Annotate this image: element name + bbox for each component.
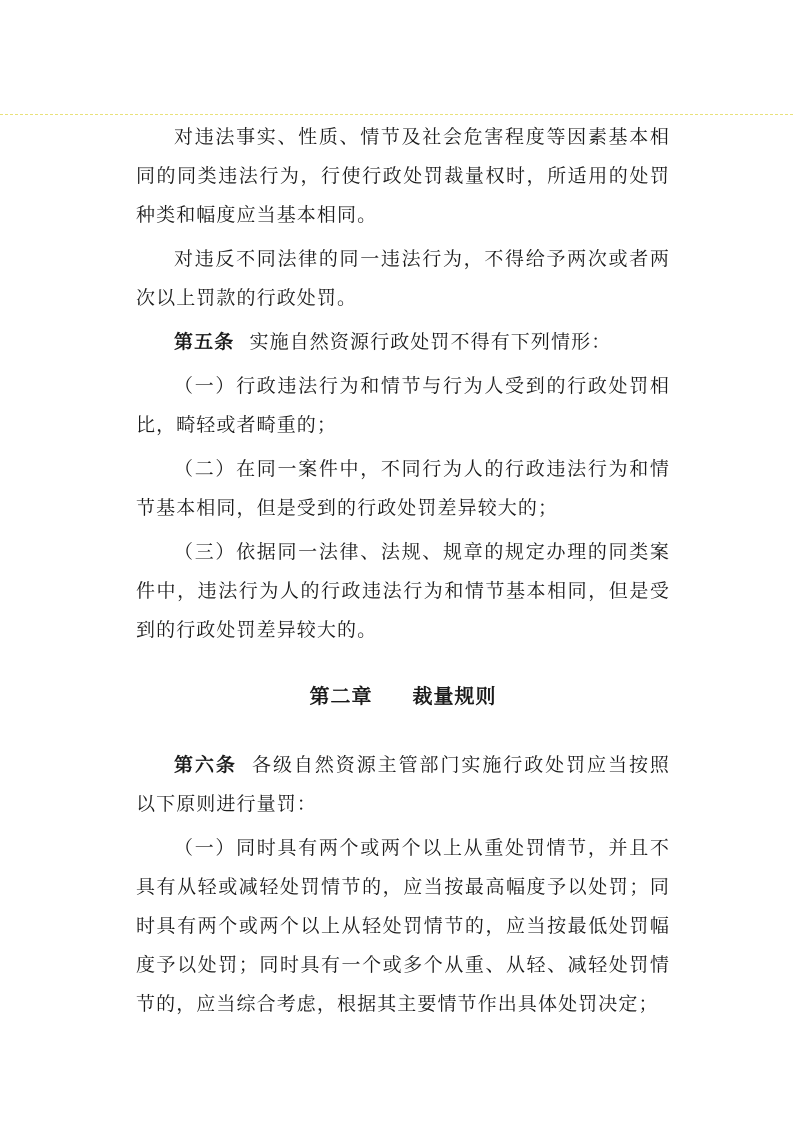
article-5-label: 第五条 [174, 331, 235, 353]
article-5-text: 实施自然资源行政处罚不得有下列情形： [249, 331, 612, 353]
chapter-title: 裁量规则 [412, 684, 497, 708]
header-divider [0, 114, 793, 115]
article-5 [136, 323, 670, 362]
article-5-item-1: （一）行政违法行为和情节与行为人受到的行政处罚相比，畸轻或者畸重的； [136, 375, 670, 436]
article-6-item-1: （一）同时具有两个或两个以上从重处罚情节，并且不具有从轻或减轻处罚情节的，应当按最高幅度予以处罚；同时具有两个或两个以上从轻处罚情节的，应当按最低处罚幅度予以处罚；同时具有一个或多个从重、从轻、减轻处罚情节的，应当综合考虑，根据其主要情节作出具体处罚决定； [136, 837, 670, 1015]
paragraph: 对违法事实、性质、情节及社会危害程度等因素基本相同的同类违法行为，行使行政处罚裁量权时，所适用的处罚种类和幅度应当基本相同。 [136, 126, 670, 226]
article-6-text: 各级自然资源主管部门实施行政处罚应当按照以下原则进行量罚： [136, 754, 670, 815]
chapter-number: 第二章 [309, 684, 373, 708]
paragraph: 对违反不同法律的同一违法行为，不得给予两次或者两次以上罚款的行政处罚。 [136, 248, 670, 309]
document-page [136, 118, 670, 1029]
article-5-item-3: （三）依据同一法律、法规、规章的规定办理的同类案件中，违法行为人的行政违法行为和情节基本相同，但是受到的行政处罚差异较大的。 [136, 541, 670, 641]
article-6 [136, 746, 670, 824]
article-5-item-2: （二）在同一案件中，不同行为人的行政违法行为和情节基本相同，但是受到的行政处罚差异较大的； [136, 458, 670, 519]
article-6-label: 第六条 [174, 754, 237, 776]
chapter-heading [136, 676, 670, 716]
